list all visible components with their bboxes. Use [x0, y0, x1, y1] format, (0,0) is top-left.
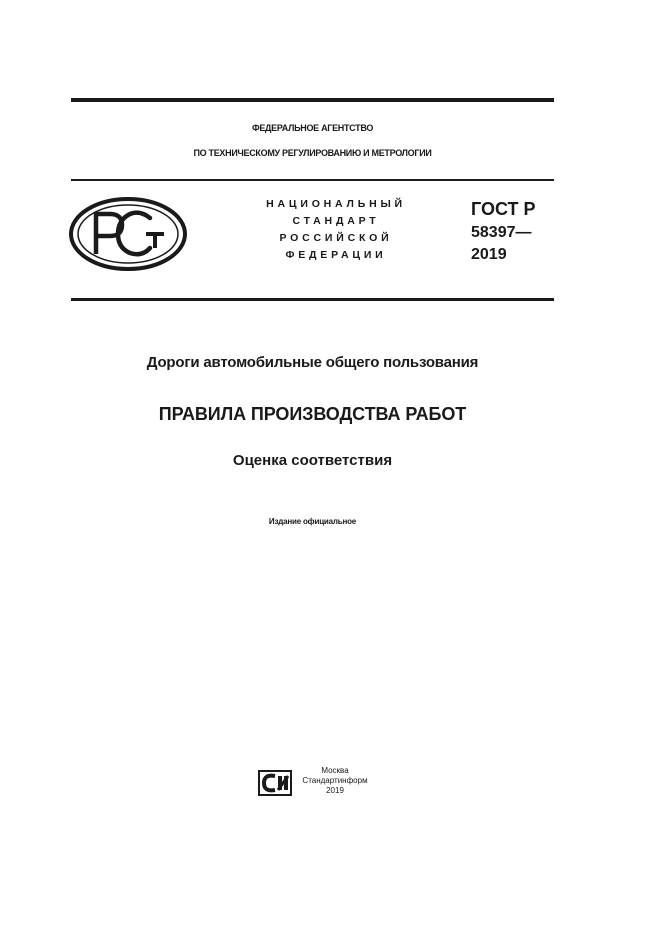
imprint-publisher: Стандартинформ [302, 776, 368, 785]
edition-note: Издание официальное [268, 517, 357, 526]
document-subtitle: Оценка соответствия [232, 452, 393, 469]
standartinform-logo-icon [258, 770, 292, 796]
designation-prefix: ГОСТ Р [471, 199, 536, 219]
national-line-2: СТАНДАРТ [292, 215, 380, 227]
document-title: Дороги автомобильные общего пользования [146, 354, 479, 371]
imprint [295, 766, 375, 796]
designation-year: 2019 [471, 246, 507, 263]
agency-line-1: ФЕДЕРАЛЬНОЕ АГЕНТСТВО [251, 123, 374, 133]
top-rule [71, 98, 554, 102]
imprint-city: Москва [321, 766, 349, 775]
national-line-4: ФЕДЕРАЦИИ [285, 249, 387, 261]
designation-number: 58397— [471, 224, 532, 241]
national-line-3: РОССИЙСКОЙ [279, 232, 393, 244]
imprint-year: 2019 [326, 786, 344, 795]
document-subject: ПРАВИЛА ПРОИЗВОДСТВА РАБОТ [158, 404, 467, 424]
national-standard-label [246, 196, 426, 264]
middle-rule [71, 179, 554, 181]
agency-line-2: ПО ТЕХНИЧЕСКОМУ РЕГУЛИРОВАНИЮ И МЕТРОЛОГИИ [193, 148, 432, 158]
national-line-1: НАЦИОНАЛЬНЫЙ [266, 198, 406, 210]
gost-r-logo-icon [68, 196, 188, 272]
standard-designation [471, 197, 536, 266]
bottom-rule [71, 298, 554, 301]
